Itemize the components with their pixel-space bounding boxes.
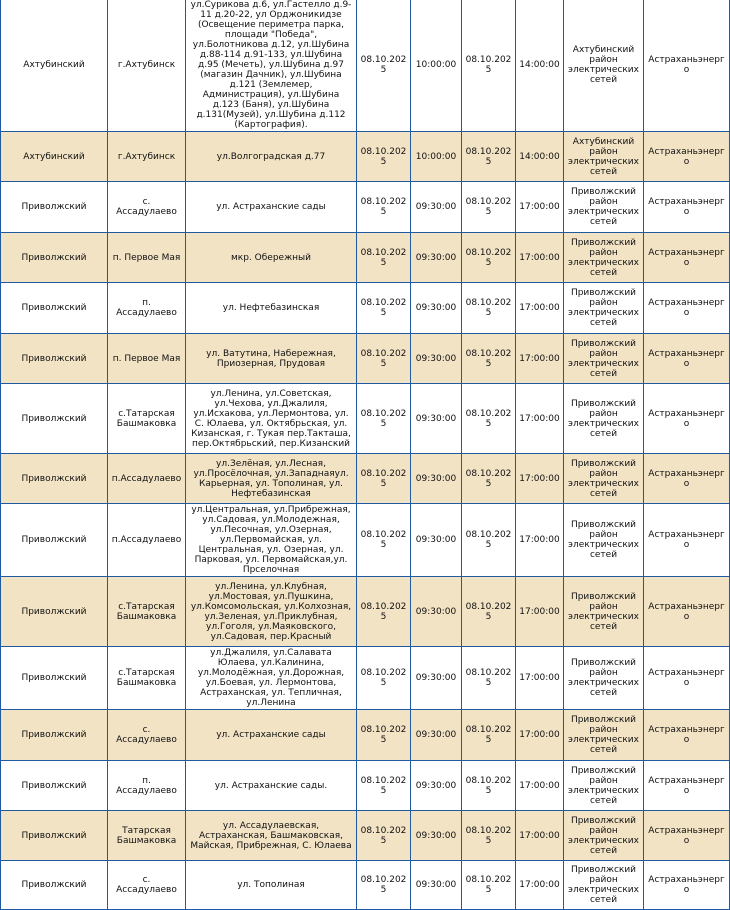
end-time-cell: 17:00:00: [516, 283, 564, 334]
locality-cell: с. Ассадулаево: [108, 861, 186, 910]
start-time-cell: 09:30:00: [411, 504, 462, 577]
network-unit-cell: Приволжский район электрических сетей: [564, 861, 644, 910]
table-row: [1, 710, 730, 761]
address-cell: ул. Астраханские сады: [186, 182, 357, 233]
network-unit-cell: Ахтубинский район электрических сетей: [564, 132, 644, 182]
district-cell: Приволжский: [1, 577, 108, 647]
start-date-cell: 08.10.2025: [357, 811, 411, 861]
district-cell: Приволжский: [1, 384, 108, 454]
district-cell: Приволжский: [1, 861, 108, 910]
district-cell: Приволжский: [1, 504, 108, 577]
end-date-cell: 08.10.2025: [462, 384, 516, 454]
organization-cell: Астраханьэнерго: [644, 647, 730, 710]
district-cell: Ахтубинский: [1, 132, 108, 182]
network-unit-cell: Приволжский район электрических сетей: [564, 334, 644, 384]
network-unit-cell: Приволжский район электрических сетей: [564, 811, 644, 861]
network-unit-cell: Приволжский район электрических сетей: [564, 233, 644, 283]
start-date-cell: 08.10.2025: [357, 384, 411, 454]
district-cell: Ахтубинский: [1, 0, 108, 132]
start-time-cell: 09:30:00: [411, 761, 462, 811]
end-time-cell: 17:00:00: [516, 233, 564, 283]
end-time-cell: 17:00:00: [516, 182, 564, 233]
start-time-cell: 09:30:00: [411, 811, 462, 861]
organization-cell: Астраханьэнерго: [644, 761, 730, 811]
start-date-cell: 08.10.2025: [357, 504, 411, 577]
table-row: [1, 0, 730, 132]
end-time-cell: 17:00:00: [516, 384, 564, 454]
end-date-cell: 08.10.2025: [462, 182, 516, 233]
organization-cell: Астраханьэнерго: [644, 0, 730, 132]
start-date-cell: 08.10.2025: [357, 132, 411, 182]
end-time-cell: 17:00:00: [516, 334, 564, 384]
table-row: [1, 647, 730, 710]
district-cell: Приволжский: [1, 283, 108, 334]
organization-cell: Астраханьэнерго: [644, 710, 730, 761]
district-cell: Приволжский: [1, 454, 108, 504]
organization-cell: Астраханьэнерго: [644, 283, 730, 334]
start-time-cell: 09:30:00: [411, 710, 462, 761]
district-cell: Приволжский: [1, 811, 108, 861]
table-row: [1, 577, 730, 647]
start-date-cell: 08.10.2025: [357, 761, 411, 811]
network-unit-cell: Приволжский район электрических сетей: [564, 454, 644, 504]
start-time-cell: 09:30:00: [411, 334, 462, 384]
organization-cell: Астраханьэнерго: [644, 504, 730, 577]
end-date-cell: 08.10.2025: [462, 647, 516, 710]
end-time-cell: 17:00:00: [516, 710, 564, 761]
start-time-cell: 10:00:00: [411, 132, 462, 182]
address-cell: мкр. Обережный: [186, 233, 357, 283]
organization-cell: Астраханьэнерго: [644, 454, 730, 504]
start-date-cell: 08.10.2025: [357, 861, 411, 910]
start-time-cell: 09:30:00: [411, 454, 462, 504]
locality-cell: с. Ассадулаево: [108, 710, 186, 761]
organization-cell: Астраханьэнерго: [644, 811, 730, 861]
district-cell: Приволжский: [1, 710, 108, 761]
start-date-cell: 08.10.2025: [357, 233, 411, 283]
end-date-cell: 08.10.2025: [462, 233, 516, 283]
address-cell: ул.Волгоградская д.77: [186, 132, 357, 182]
end-time-cell: 17:00:00: [516, 761, 564, 811]
end-date-cell: 08.10.2025: [462, 577, 516, 647]
address-cell: ул. Нефтебазинская: [186, 283, 357, 334]
end-date-cell: 08.10.2025: [462, 811, 516, 861]
locality-cell: п. Ассадулаево: [108, 761, 186, 811]
network-unit-cell: Приволжский район электрических сетей: [564, 384, 644, 454]
district-cell: Приволжский: [1, 647, 108, 710]
end-date-cell: 08.10.2025: [462, 132, 516, 182]
end-time-cell: 17:00:00: [516, 861, 564, 910]
locality-cell: Татарская Башмаковка: [108, 811, 186, 861]
locality-cell: с.Татарская Башмаковка: [108, 384, 186, 454]
network-unit-cell: Приволжский район электрических сетей: [564, 761, 644, 811]
table-row: [1, 384, 730, 454]
end-date-cell: 08.10.2025: [462, 761, 516, 811]
table-row: [1, 504, 730, 577]
locality-cell: п.Ассадулаево: [108, 454, 186, 504]
end-time-cell: 17:00:00: [516, 811, 564, 861]
start-date-cell: 08.10.2025: [357, 182, 411, 233]
end-date-cell: 08.10.2025: [462, 0, 516, 132]
end-time-cell: 17:00:00: [516, 504, 564, 577]
locality-cell: п. Первое Мая: [108, 334, 186, 384]
district-cell: Приволжский: [1, 233, 108, 283]
address-cell: ул.Центральная, ул.Прибрежная, ул.Садовая, ул.Молодежная, ул.Песочная, ул.Озерная, ул.Первомайская, ул. Центральная, ул. Озерная, ул. Парковая, ул. Первомайская,ул. Прселочная: [186, 504, 357, 577]
end-time-cell: 14:00:00: [516, 0, 564, 132]
organization-cell: Астраханьэнерго: [644, 861, 730, 910]
end-date-cell: 08.10.2025: [462, 283, 516, 334]
address-cell: ул.Сурикова д.6, ул.Гастелло д.9-11 д.20-22, ул Орджоникидзе (Освещение периметра парка, площади "Победа", ул.Болотникова д.12, ул.Шубина д.88-114 д.91-133, ул.Шубина д.95 (Мечеть), ул.Шубина д.97 (магазин Дачник), ул.Шубина д.121 (Землемер, Администрация), ул.Шубина д.123 (Баня), ул.Шубина д.131(Музей), ул.Шубина д.112 (Картография).: [186, 0, 357, 132]
end-date-cell: 08.10.2025: [462, 454, 516, 504]
district-cell: Приволжский: [1, 334, 108, 384]
start-date-cell: 08.10.2025: [357, 454, 411, 504]
end-date-cell: 08.10.2025: [462, 710, 516, 761]
locality-cell: п.Ассадулаево: [108, 504, 186, 577]
address-cell: ул.Ленина, ул.Советская, ул.Чехова, ул.Джалиля, ул.Исхакова, ул.Лермонтова, ул. С. Юлаева, ул. Октябрьская, ул. Кизанская, г. Тукая пер.Такташа, пер.Октябрьский, пер.Кизанский: [186, 384, 357, 454]
address-cell: ул. Тополиная: [186, 861, 357, 910]
network-unit-cell: Приволжский район электрических сетей: [564, 577, 644, 647]
end-date-cell: 08.10.2025: [462, 861, 516, 910]
organization-cell: Астраханьэнерго: [644, 132, 730, 182]
start-date-cell: 08.10.2025: [357, 0, 411, 132]
network-unit-cell: Ахтубинский район электрических сетей: [564, 0, 644, 132]
network-unit-cell: Приволжский район электрических сетей: [564, 647, 644, 710]
table-row: [1, 182, 730, 233]
locality-cell: с. Ассадулаево: [108, 182, 186, 233]
start-time-cell: 09:30:00: [411, 861, 462, 910]
address-cell: ул. Ассадулаевская, Астраханская, Башмаковская, Майская, Прибрежная, С. Юлаева: [186, 811, 357, 861]
end-date-cell: 08.10.2025: [462, 334, 516, 384]
table-row: [1, 861, 730, 910]
network-unit-cell: Приволжский район электрических сетей: [564, 710, 644, 761]
address-cell: ул.Ленина, ул.Клубная, ул.Мостовая, ул.Пушкина, ул.Комсомольская, ул.Колхозная, ул.Зеленая, ул.Приклубная, ул.Гоголя, ул.Маяковского, ул.Садовая, пер.Красный: [186, 577, 357, 647]
end-time-cell: 17:00:00: [516, 647, 564, 710]
address-cell: ул.Джалиля, ул.Салавата Юлаева, ул.Калинина, ул.Молодёжная, ул.Дорожная, ул.Боевая, ул. Лермонтова, Астраханская, ул. Тепличная, ул.Ленина: [186, 647, 357, 710]
table-row: [1, 454, 730, 504]
end-time-cell: 14:00:00: [516, 132, 564, 182]
start-time-cell: 09:30:00: [411, 647, 462, 710]
address-cell: ул.Зелёная, ул.Лесная, ул.Просёлочная, ул.Западнаяул. Карьерная, ул. Тополиная, ул. Нефтебазинская: [186, 454, 357, 504]
organization-cell: Астраханьэнерго: [644, 334, 730, 384]
table-row: [1, 283, 730, 334]
locality-cell: г.Ахтубинск: [108, 132, 186, 182]
start-date-cell: 08.10.2025: [357, 710, 411, 761]
start-time-cell: 09:30:00: [411, 233, 462, 283]
locality-cell: п. Ассадулаево: [108, 283, 186, 334]
organization-cell: Астраханьэнерго: [644, 384, 730, 454]
network-unit-cell: Приволжский район электрических сетей: [564, 504, 644, 577]
table-row: [1, 761, 730, 811]
start-time-cell: 09:30:00: [411, 283, 462, 334]
locality-cell: с.Татарская Башмаковка: [108, 647, 186, 710]
end-time-cell: 17:00:00: [516, 577, 564, 647]
table-row: [1, 811, 730, 861]
start-time-cell: 09:30:00: [411, 182, 462, 233]
start-date-cell: 08.10.2025: [357, 647, 411, 710]
address-cell: ул. Астраханские сады.: [186, 761, 357, 811]
district-cell: Приволжский: [1, 761, 108, 811]
district-cell: Приволжский: [1, 182, 108, 233]
locality-cell: п. Первое Мая: [108, 233, 186, 283]
organization-cell: Астраханьэнерго: [644, 182, 730, 233]
network-unit-cell: Приволжский район электрических сетей: [564, 182, 644, 233]
organization-cell: Астраханьэнерго: [644, 577, 730, 647]
table-row: [1, 233, 730, 283]
locality-cell: г.Ахтубинск: [108, 0, 186, 132]
address-cell: ул. Астраханские сады: [186, 710, 357, 761]
start-date-cell: 08.10.2025: [357, 334, 411, 384]
end-date-cell: 08.10.2025: [462, 504, 516, 577]
start-date-cell: 08.10.2025: [357, 283, 411, 334]
start-time-cell: 09:30:00: [411, 577, 462, 647]
start-time-cell: 10:00:00: [411, 0, 462, 132]
start-time-cell: 09:30:00: [411, 384, 462, 454]
organization-cell: Астраханьэнерго: [644, 233, 730, 283]
start-date-cell: 08.10.2025: [357, 577, 411, 647]
end-time-cell: 17:00:00: [516, 454, 564, 504]
network-unit-cell: Приволжский район электрических сетей: [564, 283, 644, 334]
table-row: [1, 132, 730, 182]
locality-cell: с.Татарская Башмаковка: [108, 577, 186, 647]
address-cell: ул. Ватутина, Набережная, Приозерная, Прудовая: [186, 334, 357, 384]
table-row: [1, 334, 730, 384]
